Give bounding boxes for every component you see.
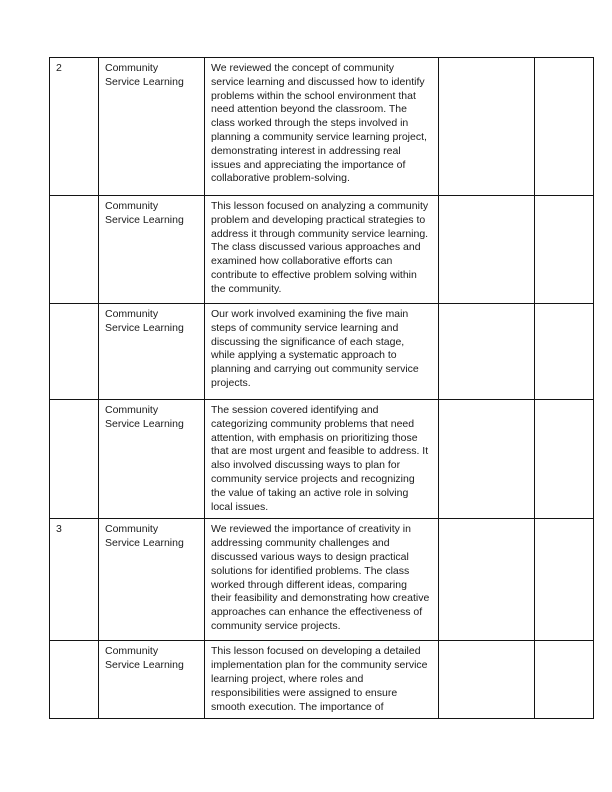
table-row: [50, 519, 594, 641]
cell-description: The session covered identifying and categorizing community problems that need attention, with emphasis on prioritizing those that are most urgent and feasible to address. It also involved discussing ways to plan for community service projects and recognizing the value of taking an active role in solving local issues.: [205, 400, 439, 519]
cell-row-number: [50, 304, 99, 400]
cell-blank-1: [439, 641, 535, 719]
cell-blank-2: [535, 641, 594, 719]
cell-description: Our work involved examining the five main steps of community service learning and discussing the significance of each stage, while applying a systematic approach to planning and carrying out community service projects.: [205, 304, 439, 400]
cell-row-number: 3: [50, 519, 99, 641]
cell-description: We reviewed the importance of creativity in addressing community challenges and discussed various ways to design practical solutions for identified problems. The class worked through different ideas, comparing their feasibility and demonstrating how creative approaches can enhance the effectiveness of community service projects.: [205, 519, 439, 641]
cell-topic: Community Service Learning: [99, 519, 205, 641]
cell-blank-1: [439, 196, 535, 304]
cell-topic: Community Service Learning: [99, 58, 205, 196]
cell-blank-2: [535, 400, 594, 519]
cell-row-number: 2: [50, 58, 99, 196]
cell-topic: Community Service Learning: [99, 304, 205, 400]
cell-description: This lesson focused on analyzing a community problem and developing practical strategies to address it through community service learning. The class discussed various approaches and examined how collaborative efforts can contribute to effective problem solving within the community.: [205, 196, 439, 304]
cell-description: We reviewed the concept of community service learning and discussed how to identify problems within the school environment that need attention beyond the classroom. The class worked through the steps involved in planning a community service learning project, demonstrating interest in addressing real issues and appreciating the importance of collaborative problem-solving.: [205, 58, 439, 196]
cell-blank-1: [439, 58, 535, 196]
table-row: [50, 196, 594, 304]
cell-row-number: [50, 196, 99, 304]
cell-blank-1: [439, 519, 535, 641]
cell-blank-2: [535, 58, 594, 196]
table-row: [50, 400, 594, 519]
table-row: [50, 58, 594, 196]
cell-blank-1: [439, 400, 535, 519]
cell-blank-2: [535, 196, 594, 304]
lesson-table: [49, 57, 594, 719]
cell-description: This lesson focused on developing a detailed implementation plan for the community service learning project, where roles and responsibilities were assigned to ensure smooth execution. The importance of: [205, 641, 439, 719]
cell-row-number: [50, 641, 99, 719]
cell-topic: Community Service Learning: [99, 400, 205, 519]
table-row: [50, 304, 594, 400]
cell-topic: Community Service Learning: [99, 641, 205, 719]
cell-topic: Community Service Learning: [99, 196, 205, 304]
cell-row-number: [50, 400, 99, 519]
cell-blank-2: [535, 519, 594, 641]
cell-blank-2: [535, 304, 594, 400]
cell-blank-1: [439, 304, 535, 400]
table-row: [50, 641, 594, 719]
